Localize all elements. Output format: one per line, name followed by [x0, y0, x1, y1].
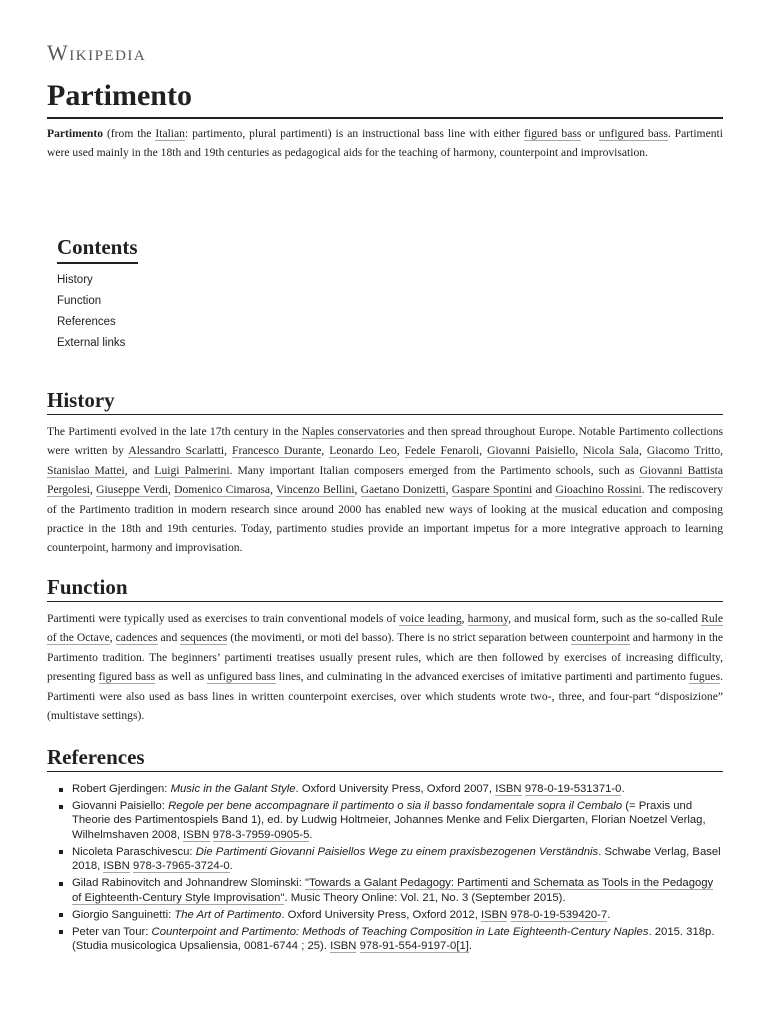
page-title: Partimento: [47, 76, 723, 119]
text: The Partimenti evolved in the late 17th century in the: [47, 425, 302, 438]
reference-item: [47, 876, 723, 905]
text: . Many important Italian composers emerged from the Partimento schools, such as: [229, 463, 640, 477]
text: . Partimenti were also used as bass lines in written counterpoint exercises, over which students wrote two-, three, and four-part “disposizione” (multistave settings).: [47, 670, 723, 723]
text: . Partimenti were used mainly in the 18th and 19th centuries as pedagogical aids for the teaching of harmony, counterpoint and improvisation.: [47, 127, 723, 160]
ref-title: Music in the Galant Style: [170, 783, 296, 795]
isbn-link[interactable]: ISBN: [103, 860, 130, 873]
link-composer[interactable]: Stanislao Mattei: [47, 463, 125, 477]
intro-paragraph: [47, 124, 723, 163]
link-composer[interactable]: Vincenzo Bellini: [276, 483, 355, 497]
text: and harmony in the Partimento tradition. The beginners’ partimenti treatises usually present rules, which are then followed by exercises of increasing difficulty, presenting: [47, 631, 723, 684]
function-heading: Function: [47, 573, 723, 602]
link-rule-of-the-octave[interactable]: Rule of the Octave: [47, 612, 723, 645]
link-composer[interactable]: Gaspare Spontini: [451, 483, 533, 497]
table-of-contents: [57, 232, 138, 354]
history-heading: History: [47, 386, 723, 415]
ref-title: Regole per bene accompagnare il partimento o sia il basso fondamentale sopra il Cembalo: [168, 800, 623, 812]
text: Giorgio Sanguinetti:: [72, 908, 175, 921]
ref-title: The Art of Partimento: [174, 908, 282, 921]
text: Gilad Rabinovitch and Johnandrew Slominski:: [72, 877, 305, 890]
link-unfigured-bass[interactable]: unfigured bass: [207, 670, 276, 684]
link-composer[interactable]: Luigi Palmerini: [154, 463, 230, 477]
isbn-link[interactable]: ISBN: [183, 828, 210, 841]
text: . Music Theory Online: Vol. 21, No. 3 (September 2015).: [284, 891, 566, 904]
link-composer[interactable]: Giovanni Battista Pergolesi: [47, 463, 724, 497]
text: and then spread throughout Europe. Notable Partimento collections were written by: [47, 425, 724, 458]
link-composer[interactable]: Giacomo Tritto: [646, 444, 721, 458]
link-unfigured-bass[interactable]: unfigured bass: [598, 127, 668, 140]
text: ,: [461, 612, 468, 625]
wikipedia-logo[interactable]: Wikipedia: [47, 40, 147, 65]
text: . Oxford University Press, Oxford 2012,: [281, 908, 481, 921]
reference-item: [47, 782, 723, 796]
function-paragraph: [47, 609, 723, 725]
link-naples-conservatories[interactable]: Naples conservatories: [301, 425, 405, 438]
text: .: [468, 940, 473, 953]
text: .: [229, 860, 233, 873]
link-composer[interactable]: Leonardo Leo: [329, 444, 397, 458]
references-heading: References: [47, 743, 723, 772]
text: as well as: [155, 670, 208, 684]
isbn-link[interactable]: ISBN: [480, 908, 508, 921]
link-figured-bass[interactable]: figured bass: [524, 127, 582, 140]
link-italian[interactable]: Italian: [155, 127, 185, 140]
link-composer[interactable]: Fedele Fenaroli: [404, 444, 480, 458]
toc-heading: Contents: [57, 232, 138, 264]
reference-item: [47, 925, 723, 954]
text: , and: [124, 463, 155, 477]
link-voice-leading[interactable]: voice leading: [399, 612, 462, 625]
toc-item-external-links[interactable]: External links: [57, 337, 126, 349]
text: (the movimenti, or moti del basso). There is no strict separation between: [227, 631, 572, 645]
history-paragraph: The Partimenti evolved in the late 17th century in the Naples conservatories and then spread throughout Europe. Notable Partimento collections were written by Alessandro Scarlatti, Francesco Durante, Leonardo Leo, Fedele Fenaroli, Giovanni Paisiello, Nicola Sala, Giacomo Tritto, Stanislao Mattei, and Luigi Palmerini. Many important Italian composers emerged from the Partimento schools, such as Giovanni Battista Pergolesi, Giuseppe Verdi, Domenico Cimarosa, Vincenzo Bellini, Gaetano Donizetti, Gaspare Spontini and Gioachino Rossini. The rediscovery of the Partimento tradition in modern research since around 2000 has enabled new ways of looking at the musical education and composing practice in the 18th and 19th centuries. Today, partimento studies provide an important impetus for a more integrative approach to learning counterpoint, harmony and improvisation.: [47, 425, 724, 555]
reference-item: [47, 845, 723, 874]
isbn-number-link[interactable]: 978-3-7965-3724-0: [132, 860, 230, 873]
link-composer[interactable]: Gioachino Rossini: [555, 483, 642, 497]
toc-item-function[interactable]: Function: [57, 295, 102, 307]
link-composer[interactable]: Alessandro Scarlatti: [128, 444, 225, 458]
reference-item: [47, 799, 723, 842]
link-counterpoint[interactable]: counterpoint: [571, 631, 630, 645]
text: . The rediscovery of the Partimento tradition in modern research since around 2000 has enabled new ways of looking at the musical education and composing practice in the 18th and 19th centuries. Today, partimento studies provide an important impetus for a more integrative approach to learning counterpoint, harmony and improvisation.: [47, 483, 724, 555]
text: . 2015. 318p. (Studia musicologica Upsaliensia, 0081-6744 ; 25).: [72, 925, 715, 953]
isbn-link[interactable]: ISBN: [495, 783, 522, 795]
ref-title: Die Partimenti Giovanni Paisiellos Wege zu einem praxisbezogenen Verständnis: [195, 845, 599, 858]
link-composer[interactable]: Gaetano Donizetti: [360, 483, 446, 497]
isbn-number-link[interactable]: 978-3-7959-0905-5: [212, 828, 310, 841]
text: and: [532, 483, 556, 497]
intro-bold-term: Partimento: [47, 127, 104, 140]
text: , and musical form, such as the so-called: [508, 612, 702, 625]
text: Peter van Tour:: [72, 925, 152, 938]
text: lines, and culminating in the advanced exercises of imitative partimenti and partimento: [275, 670, 690, 684]
text: (from the: [103, 127, 156, 140]
text: . Schwabe Verlag, Basel 2018,: [72, 845, 721, 873]
link-fugues[interactable]: fugues: [689, 670, 721, 684]
text: .: [309, 828, 313, 841]
link-composer[interactable]: Francesco Durante: [232, 444, 322, 458]
text: Nicoleta Paraschivescu:: [72, 845, 196, 858]
link-composer[interactable]: Giuseppe Verdi: [96, 483, 168, 497]
text: ,: [109, 631, 116, 645]
text: .: [607, 908, 611, 921]
text: Partimenti were typically used as exercises to train conventional models of: [47, 612, 400, 625]
text: and: [157, 631, 181, 645]
ref-title: Counterpoint and Partimento: Methods of Teaching Composition in Late Eighteenth-Century Naples: [151, 925, 649, 938]
toc-item-references[interactable]: References: [57, 316, 116, 328]
link-harmony[interactable]: harmony: [467, 612, 509, 625]
isbn-number-link[interactable]: 978-0-19-531371-0: [524, 783, 622, 795]
link-composer[interactable]: Nicola Sala: [583, 444, 639, 458]
text: . Oxford University Press, Oxford 2007,: [295, 783, 496, 795]
isbn-link[interactable]: ISBN: [330, 940, 357, 953]
link-figured-bass[interactable]: figured bass: [98, 670, 156, 684]
text: (= Praxis und Theorie des Partimentospiels Band 1), ed. by Ludwig Holtmeier, Johannes Menke and Felix Diergarten, Florian Noetzel Verlag, Wilhelmshaven 2008,: [72, 800, 706, 841]
toc-item-history[interactable]: History: [57, 274, 93, 286]
text: .: [621, 783, 625, 795]
reference-item: [47, 908, 723, 922]
references-list: [47, 782, 723, 956]
link-composer[interactable]: Giovanni Paisiello: [487, 444, 576, 458]
external-link[interactable]: [1]: [456, 940, 469, 953]
text: Giovanni Paisiello:: [72, 800, 169, 812]
text: Robert Gjerdingen:: [72, 783, 171, 795]
text: : partimento, plural partimenti) is an instructional bass line with either: [184, 127, 524, 140]
text: or: [581, 127, 599, 140]
link-composer[interactable]: Domenico Cimarosa: [174, 483, 271, 497]
isbn-number-link[interactable]: 978-91-554-9197-0: [359, 940, 457, 953]
ref-article-link[interactable]: "Towards a Galant Pedagogy: Partimenti and Schemata as Tools in the Pedagogy of Eighteenth-Century Style Improvisation": [72, 877, 714, 904]
link-sequences[interactable]: sequences: [180, 631, 228, 645]
link-cadences[interactable]: cadences: [115, 631, 158, 645]
isbn-number-link[interactable]: 978-0-19-539420-7: [510, 908, 608, 921]
